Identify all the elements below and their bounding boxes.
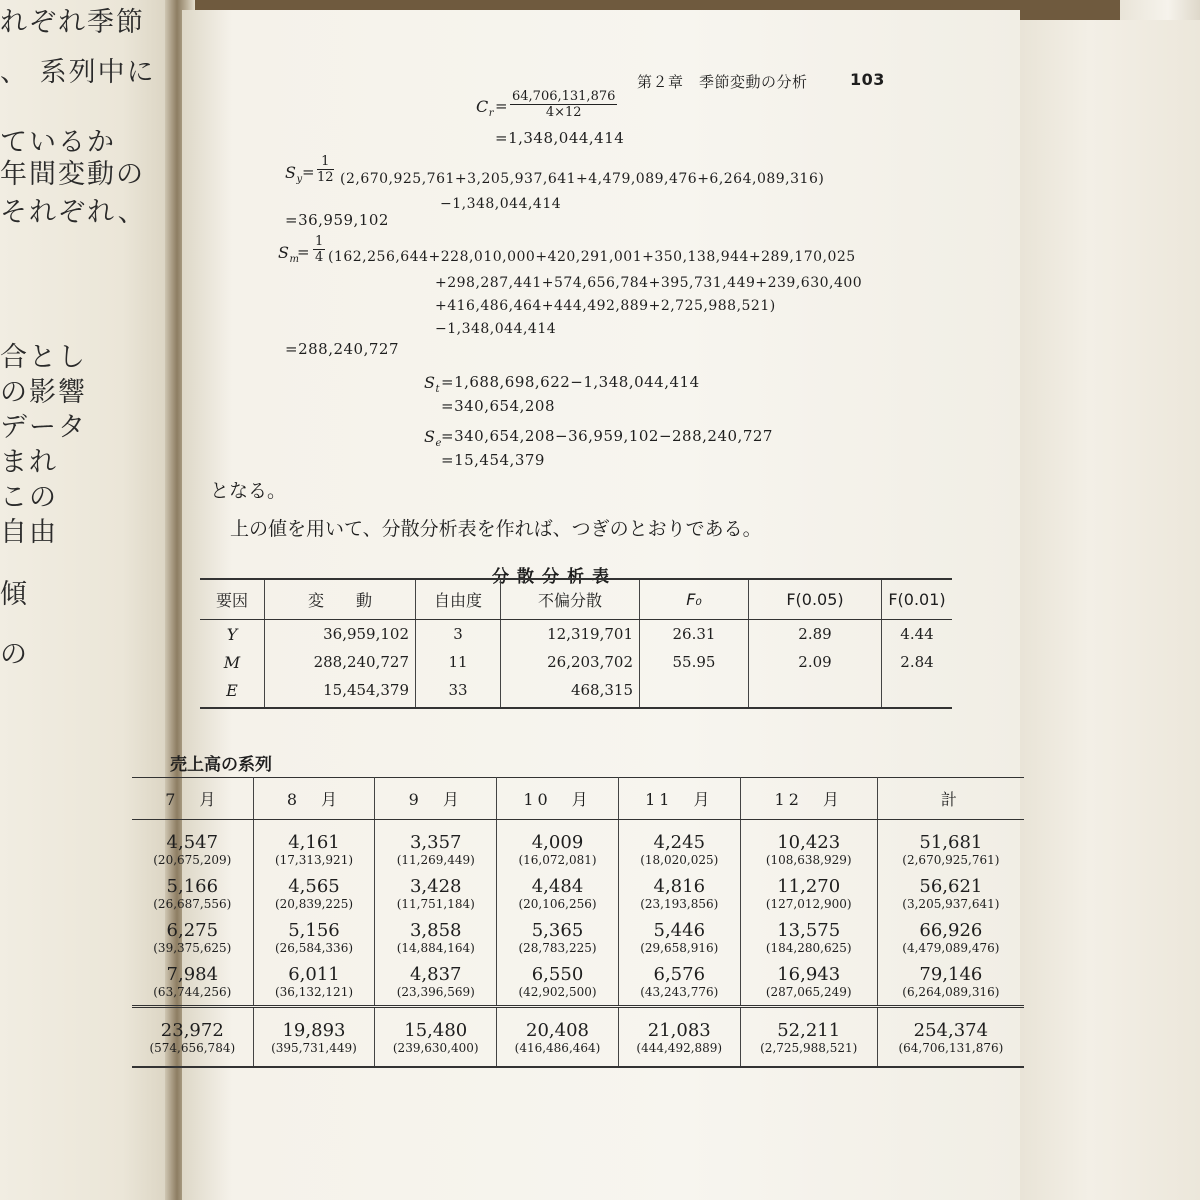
sales-value: 4,245 — [653, 832, 706, 853]
sales-cell — [740, 1007, 877, 1068]
sales-row — [132, 961, 1024, 1007]
sales-value: 7,984 — [166, 964, 219, 985]
sales-squared-value: (63,744,256) — [153, 985, 232, 999]
anova-col-f005: F(0.05) — [749, 579, 882, 620]
sales-value: 254,374 — [913, 1020, 989, 1041]
left-page-fragment: 自由 — [0, 517, 58, 548]
sales-value: 6,576 — [653, 964, 706, 985]
sales-cell — [497, 820, 619, 874]
sy-equals: = — [302, 163, 316, 181]
sales-squared-value: (444,492,889) — [636, 1041, 723, 1055]
anova-factor-cell: Y — [200, 620, 265, 649]
anova-cell: 55.95 — [640, 648, 749, 676]
sales-squared-value: (239,630,400) — [392, 1041, 479, 1055]
sales-squared-value: (11,751,184) — [396, 897, 475, 911]
sales-squared-value: (3,205,937,641) — [902, 897, 1000, 911]
sales-col-header: 7 月 — [132, 778, 253, 820]
sales-value: 3,858 — [409, 920, 462, 941]
sales-squared-value: (287,065,249) — [765, 985, 852, 999]
sm-line-2: +298,287,441+574,656,784+395,731,449+239,630,400 — [435, 275, 863, 291]
chapter-header: 第２章 季節変動の分析 — [637, 73, 808, 91]
st-expr: =1,688,698,622−1,348,044,414 — [441, 373, 700, 391]
sales-value: 52,211 — [777, 1020, 841, 1041]
cr-result: =1,348,044,414 — [495, 129, 625, 147]
sales-subtitle: 売上高の系列 — [170, 755, 272, 775]
sales-value: 79,146 — [919, 964, 983, 985]
sales-value: 16,943 — [777, 964, 841, 985]
sales-squared-value: (36,132,121) — [274, 985, 354, 999]
sales-col-header: 12 月 — [740, 778, 877, 820]
sales-squared-value: (127,012,900) — [765, 897, 852, 911]
left-page-fragment: 傾 — [0, 579, 29, 610]
cr-equals: = — [495, 97, 509, 115]
sales-squared-value: (574,656,784) — [149, 1041, 236, 1055]
sm-fraction — [313, 234, 325, 265]
sales-value: 4,816 — [653, 876, 706, 897]
sales-row — [132, 873, 1024, 917]
cr-denominator: 4×12 — [545, 105, 582, 120]
sm-label: $S_m$ — [278, 243, 300, 266]
sales-squared-value: (4,479,089,476) — [902, 941, 1000, 955]
left-page-fragment: の — [0, 639, 29, 670]
cr-numerator: 64,706,131,876 — [512, 89, 616, 104]
sales-squared-value: (2,670,925,761) — [902, 853, 1000, 867]
sales-cell — [132, 961, 253, 1007]
sales-cell — [740, 917, 877, 961]
sy-sum: (2,670,925,761+3,205,937,641+4,479,089,476+6,264,089,316) — [340, 171, 825, 187]
sales-cell — [132, 820, 253, 874]
sales-table — [132, 777, 1024, 1068]
sales-squared-value: (26,687,556) — [153, 897, 232, 911]
sales-value: 4,547 — [166, 832, 219, 853]
anova-row — [200, 620, 952, 649]
sales-squared-value: (20,839,225) — [274, 897, 354, 911]
anova-cell: 11 — [416, 648, 501, 676]
sales-squared-value: (28,783,225) — [518, 941, 597, 955]
sales-value: 6,550 — [531, 964, 584, 985]
text-line-1: となる。 — [210, 480, 287, 502]
sales-value: 15,480 — [404, 1020, 468, 1041]
anova-cell: 33 — [416, 676, 501, 708]
anova-col-f001: F(0.01) — [882, 579, 953, 620]
se-result: =15,454,379 — [441, 451, 545, 469]
anova-cell: 288,240,727 — [265, 648, 416, 676]
left-page-fragment: まれ — [0, 447, 58, 478]
sales-value: 21,083 — [647, 1020, 711, 1041]
sales-squared-value: (64,706,131,876) — [898, 1041, 1004, 1055]
sales-cell — [740, 961, 877, 1007]
sales-cell — [132, 917, 253, 961]
sales-value: 4,565 — [288, 876, 340, 897]
anova-cell: 15,454,379 — [265, 676, 416, 708]
sales-value: 23,972 — [160, 1020, 224, 1041]
sales-col-header: 8 月 — [253, 778, 375, 820]
sy-label: $S_y$ — [285, 163, 303, 186]
sales-row — [132, 917, 1024, 961]
sales-value: 5,156 — [288, 920, 340, 941]
sales-value: 4,009 — [531, 832, 584, 853]
anova-cell — [882, 676, 953, 708]
sales-cell — [132, 1007, 253, 1068]
sy-minus: −1,348,044,414 — [440, 196, 562, 212]
sm-line-1: (162,256,644+228,010,000+420,291,001+350,138,944+289,170,025 — [328, 249, 856, 265]
sales-squared-value: (108,638,929) — [765, 853, 852, 867]
left-page-fragment: の影響 — [0, 377, 87, 408]
sy-result: =36,959,102 — [285, 211, 389, 229]
st-result: =340,654,208 — [441, 397, 555, 415]
anova-factor-cell: E — [200, 676, 265, 708]
anova-cell — [749, 676, 882, 708]
sales-cell — [497, 961, 619, 1007]
sales-value: 5,166 — [166, 876, 219, 897]
sales-cell — [375, 917, 497, 961]
sales-cell — [618, 917, 740, 961]
left-page-fragment: 年間変動の — [0, 159, 145, 190]
anova-cell: 2.84 — [900, 653, 934, 671]
anova-col-unbiased-variance: 不偏分散 — [501, 579, 640, 620]
sales-value: 5,365 — [531, 920, 584, 941]
sales-value: 10,423 — [777, 832, 841, 853]
sales-cell — [375, 1007, 497, 1068]
sales-squared-value: (18,020,025) — [640, 853, 719, 867]
sales-value: 4,837 — [409, 964, 462, 985]
sales-col-header: 9 月 — [375, 778, 497, 820]
sales-value: 3,357 — [409, 832, 462, 853]
anova-cell: 468,315 — [501, 676, 640, 708]
sales-cell — [618, 1007, 740, 1068]
sales-cell — [877, 820, 1024, 874]
sales-header-row — [132, 778, 1024, 820]
sy-frac-den: 12 — [317, 170, 334, 185]
sales-squared-value: (42,902,500) — [518, 985, 597, 999]
anova-cell: 4.44 — [900, 625, 934, 643]
sales-value: 56,621 — [919, 876, 983, 897]
anova-cell: 36,959,102 — [265, 620, 416, 649]
sales-cell — [618, 820, 740, 874]
sales-squared-value: (20,675,209) — [153, 853, 232, 867]
sales-squared-value: (43,243,776) — [640, 985, 719, 999]
sales-value: 19,893 — [282, 1020, 346, 1041]
sales-cell — [497, 1007, 619, 1068]
anova-col-df: 自由度 — [416, 579, 501, 620]
sales-squared-value: (6,264,089,316) — [902, 985, 1000, 999]
sales-cell — [740, 873, 877, 917]
sm-minus: −1,348,044,414 — [435, 321, 557, 337]
sales-col-header: 11 月 — [618, 778, 740, 820]
sales-value: 11,270 — [777, 876, 841, 897]
sm-frac-den: 4 — [315, 250, 324, 265]
left-page-fragment: 合とし — [0, 342, 87, 373]
sales-squared-value: (11,269,449) — [396, 853, 475, 867]
anova-row — [200, 648, 952, 676]
sales-value: 4,484 — [531, 876, 584, 897]
left-page-fragment: ているか — [0, 127, 116, 158]
text-line-2: 上の値を用いて、分散分析表を作れば、つぎのとおりである。 — [230, 518, 762, 540]
left-page-fragment: それぞれ、 — [0, 197, 147, 228]
left-page-fragment: れぞれ季節 — [0, 7, 145, 38]
sales-squared-value: (23,396,569) — [396, 985, 475, 999]
sales-squared-value: (184,280,625) — [765, 941, 852, 955]
cr-fraction — [510, 89, 617, 120]
sales-value: 5,446 — [653, 920, 706, 941]
sales-squared-value: (416,486,464) — [514, 1041, 601, 1055]
sales-cell — [497, 917, 619, 961]
sy-fraction — [317, 154, 334, 185]
sales-value: 66,926 — [919, 920, 983, 941]
sales-col-header: 10 月 — [497, 778, 619, 820]
anova-col-factor: 要因 — [200, 579, 265, 620]
sales-value: 51,681 — [919, 832, 983, 853]
left-page-fragment: この — [0, 482, 58, 513]
sales-cell — [253, 917, 375, 961]
sales-value: 4,161 — [288, 832, 340, 853]
left-page-fragment: データ — [0, 412, 87, 443]
sales-squared-value: (29,658,916) — [640, 941, 719, 955]
sales-cell — [877, 961, 1024, 1007]
page-stack — [1015, 20, 1200, 1200]
sales-cell — [618, 961, 740, 1007]
sales-squared-value: (17,313,921) — [274, 853, 354, 867]
sales-squared-value: (14,884,164) — [396, 941, 475, 955]
anova-row — [200, 676, 952, 708]
sales-cell — [497, 873, 619, 917]
sales-cell — [132, 873, 253, 917]
sm-equals: = — [297, 243, 311, 261]
sales-value: 3,428 — [409, 876, 462, 897]
sales-squared-value: (26,584,336) — [274, 941, 354, 955]
sales-cell — [618, 873, 740, 917]
cr-label: $C_r$ — [476, 97, 495, 120]
se-expr: =340,654,208−36,959,102−288,240,727 — [441, 427, 773, 445]
sales-cell — [253, 820, 375, 874]
sales-cell — [877, 1007, 1024, 1068]
anova-header-row — [200, 579, 952, 620]
anova-col-variation: 変 動 — [265, 579, 416, 620]
sales-squared-value: (16,072,081) — [518, 853, 597, 867]
anova-cell: 26.31 — [640, 620, 749, 649]
sales-cell — [253, 961, 375, 1007]
anova-cell: 26,203,702 — [501, 648, 640, 676]
sales-cell — [375, 873, 497, 917]
anova-col-f0: F₀ — [640, 579, 749, 620]
sales-squared-value: (39,375,625) — [153, 941, 232, 955]
sales-squared-value: (23,193,856) — [640, 897, 719, 911]
anova-factor-cell: M — [200, 648, 265, 676]
sy-frac-num: 1 — [317, 154, 334, 170]
sm-line-3: +416,486,464+444,492,889+2,725,988,521) — [435, 298, 776, 314]
sm-result: =288,240,727 — [285, 340, 399, 358]
left-page-fragment: 、 系列中に — [0, 57, 156, 88]
anova-cell — [640, 676, 749, 708]
sales-cell — [375, 961, 497, 1007]
sales-squared-value: (2,725,988,521) — [760, 1041, 858, 1055]
sales-value: 6,275 — [166, 920, 219, 941]
anova-cell: 2.09 — [749, 648, 882, 676]
se-label: $S_e$ — [424, 427, 442, 450]
anova-table — [200, 578, 952, 709]
sales-cell — [253, 873, 375, 917]
anova-cell: 3 — [416, 620, 501, 649]
st-label: $S_t$ — [424, 373, 440, 396]
sales-cell — [740, 820, 877, 874]
sales-col-header: 計 — [877, 778, 1024, 820]
sales-value: 6,011 — [288, 964, 340, 985]
sales-squared-value: (20,106,256) — [518, 897, 597, 911]
sm-frac-num: 1 — [315, 234, 324, 249]
sales-row — [132, 820, 1024, 874]
sales-cell — [877, 917, 1024, 961]
page-number: 103 — [850, 70, 885, 89]
anova-caption: 分散分析表 — [492, 567, 617, 587]
sales-total-row — [132, 1007, 1024, 1068]
anova-cell: 2.89 — [749, 620, 882, 649]
anova-cell: 12,319,701 — [501, 620, 640, 649]
sales-value: 20,408 — [526, 1020, 589, 1041]
sales-cell — [375, 820, 497, 874]
sales-cell — [253, 1007, 375, 1068]
sales-squared-value: (395,731,449) — [271, 1041, 357, 1055]
sales-value: 13,575 — [777, 920, 841, 941]
sales-cell — [877, 873, 1024, 917]
